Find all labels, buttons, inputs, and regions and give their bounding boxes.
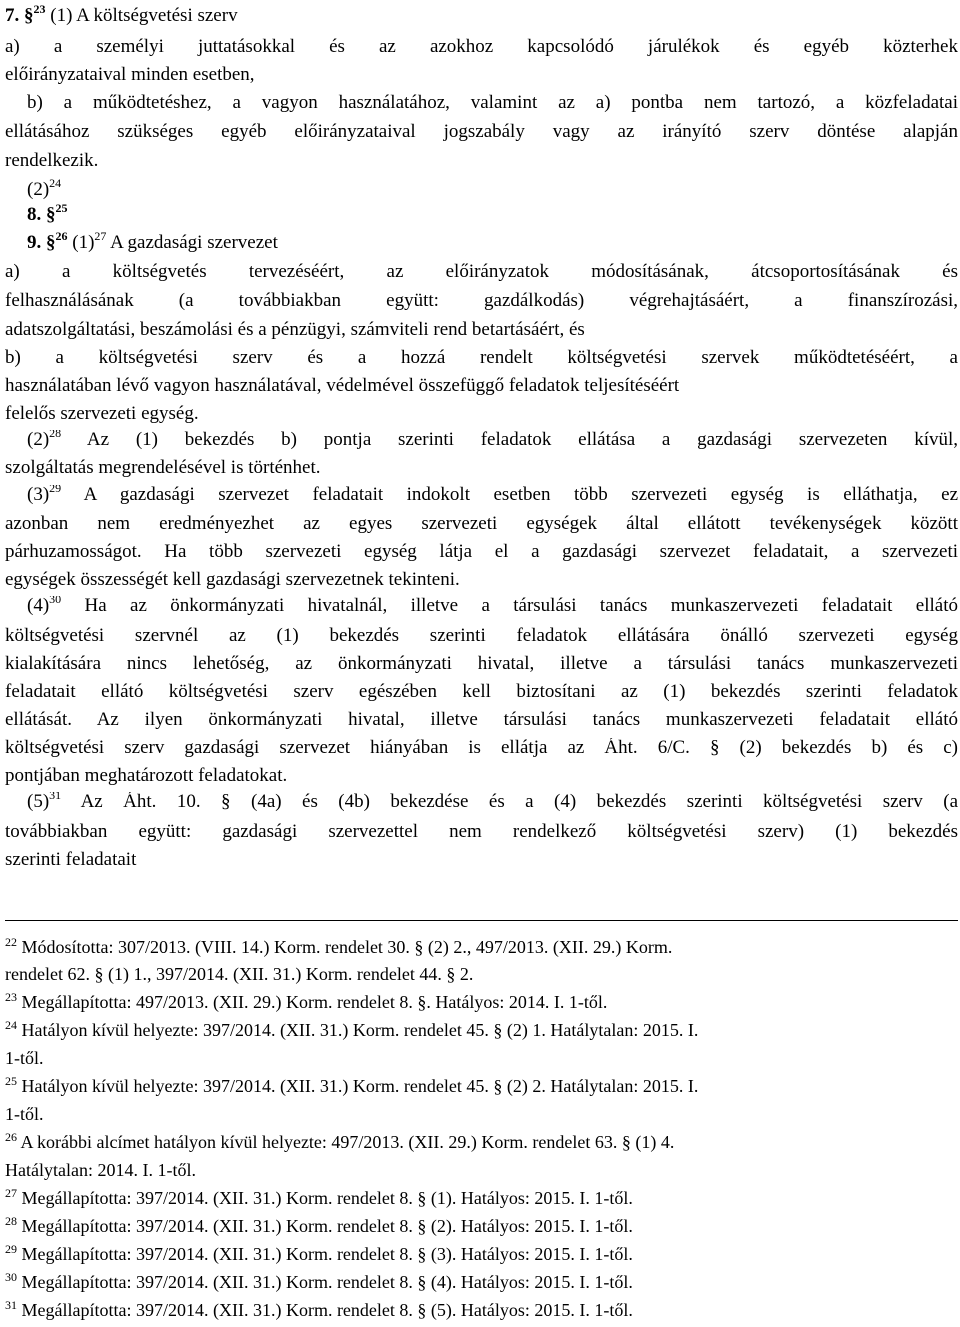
- footnote-number: 23: [5, 990, 17, 1004]
- section-9-line: felelős szervezeti egység.: [5, 403, 199, 424]
- footnote-24-cont: 1-től.: [5, 1048, 44, 1068]
- section-9-heading: [27, 229, 278, 253]
- section-9-line: költségvetési szerv gazdasági szervezet hiányában is ellátja az Áht. 6/C. § (2) bekezdés b) és c): [5, 738, 958, 758]
- footnote-text: Hatályon kívül helyezte: 397/2014. (XII. 31.) Korm. rendelet 45. § (2) 1. Hatálytalan: 2015. I.: [21, 1020, 699, 1040]
- section-9-line: párhuzamosságot. Ha több szervezeti egység látja el a gazdasági szervezet feladatait, a szervezeti: [5, 542, 958, 562]
- para-number: (3): [27, 485, 50, 505]
- footnote-number: 31: [5, 1298, 17, 1312]
- section-sign: §: [46, 204, 56, 225]
- section-9-line: ellátását. Az ilyen önkormányzati hivatal, illetve társulási tanács munkaszervezeti feladatait ellátó: [5, 710, 958, 730]
- section-7-line: ellátásához szükséges egyéb előirányzataival jogszabály vagy az irányító szerv döntése alapján: [5, 122, 958, 142]
- footnote-number: 28: [5, 1214, 17, 1228]
- section-7-line: b) a működtetéshez, a vagyon használatához, valamint az a) pontba nem tartozó, a közfeladatai: [27, 93, 958, 113]
- footnote-text: Megállapította: 397/2014. (XII. 31.) Korm. rendelet 8. § (1). Hatályos: 2015. I. 1-től.: [21, 1188, 633, 1208]
- footnote-text: Hatályon kívül helyezte: 397/2014. (XII. 31.) Korm. rendelet 45. § (2) 2. Hatálytalan: 2015. I.: [21, 1076, 699, 1096]
- section-9-line: feladatait ellátó költségvetési szerv egészében kell biztosítani az (1) bekezdés szerinti feladatok: [5, 682, 958, 702]
- section-8-number: 8.: [27, 204, 42, 225]
- footnote-23: [5, 990, 608, 1012]
- footnote-ref-29[interactable]: 29: [49, 485, 62, 495]
- section-9-para-4: [27, 596, 958, 620]
- footnote-22: [5, 935, 673, 957]
- footnote-25: [5, 1074, 699, 1096]
- section-9-line: egységek összességét kell gazdasági szervezetnek tekinteni.: [5, 569, 460, 590]
- section-7-line: rendelkezik.: [5, 150, 99, 171]
- para-number: (4): [27, 596, 50, 616]
- footnote-29: [5, 1242, 633, 1264]
- footnote-26-cont: Hatálytalan: 2014. I. 1-től.: [5, 1160, 196, 1180]
- footnote-ref-23[interactable]: 23: [33, 2, 46, 16]
- footnote-24: [5, 1018, 699, 1040]
- footnote-text: Megállapította: 397/2014. (XII. 31.) Korm. rendelet 8. § (2). Hatályos: 2015. I. 1-től.: [21, 1216, 633, 1236]
- para-number: (5): [27, 792, 50, 812]
- footnote-number: 26: [5, 1130, 17, 1144]
- footnote-ref-31[interactable]: 31: [49, 792, 62, 802]
- para-number: (2): [27, 179, 50, 200]
- footnote-text: Megállapította: 397/2014. (XII. 31.) Korm. rendelet 8. § (3). Hatályos: 2015. I. 1-től.: [21, 1244, 633, 1264]
- section-7-head-text: (1) A költségvetési szerv: [50, 5, 238, 26]
- footnote-27: [5, 1186, 633, 1208]
- para-text: Az (1) bekezdés b) pontja szerinti feladatok ellátása a gazdasági szervezeten kívül,: [86, 430, 958, 450]
- footnote-text: A korábbi alcímet hatályon kívül helyezte: 497/2013. (XII. 29.) Korm. rendelet 63. § (1) 4.: [20, 1132, 675, 1152]
- section-sign: §: [24, 5, 34, 26]
- section-9-para-3: [27, 485, 958, 509]
- footnote-ref-25[interactable]: 25: [55, 201, 68, 215]
- footnote-number: 29: [5, 1242, 17, 1256]
- footnote-text: Megállapította: 397/2014. (XII. 31.) Korm. rendelet 8. § (4). Hatályos: 2015. I. 1-től.: [21, 1272, 633, 1292]
- section-9-line: azonban nem eredményezhet az egyes szervezeti egységek által ellátott tevékenységek között: [5, 514, 958, 534]
- section-7-number: 7.: [5, 5, 20, 26]
- para-number: (2): [27, 430, 50, 450]
- footnote-ref-26[interactable]: 26: [55, 229, 68, 243]
- section-9-line: kialakítására nincs lehetőség, az önkormányzati hivatal, illetve a társulási tanács munkaszervezeti: [5, 654, 958, 674]
- section-7-line: előirányzataival minden esetben,: [5, 64, 255, 85]
- section-7-heading: [5, 2, 238, 26]
- footnote-ref-24[interactable]: 24: [49, 176, 62, 190]
- section-9-line: a) a költségvetés tervezéséért, az előirányzatok módosításának, átcsoportosításának és: [5, 262, 958, 282]
- footnote-28: [5, 1214, 633, 1236]
- section-9-line: használatában lévő vagyon használatával, védelmével összefüggő feladatok teljesítéséért: [5, 375, 680, 396]
- footnote-ref-28[interactable]: 28: [49, 430, 62, 440]
- footnote-31: [5, 1298, 633, 1320]
- section-9-line: költségvetési szervnél az (1) bekezdés szerinti feladatok ellátására önálló szervezeti egység: [5, 626, 958, 646]
- para-text: A gazdasági szervezet: [110, 232, 278, 253]
- section-9-line: b) a költségvetési szerv és a hozzá rendelt költségvetési szervek működtetéséért, a: [5, 348, 958, 368]
- footnote-30: [5, 1270, 633, 1292]
- section-9-line: pontjában meghatározott feladatokat.: [5, 765, 288, 786]
- section-9-line: továbbiakban együtt: gazdasági szervezettel nem rendelkező költségvetési szerv) (1) bekezdés: [5, 822, 958, 842]
- footnote-text: Megállapította: 497/2013. (XII. 29.) Korm. rendelet 8. §. Hatályos: 2014. I. 1-től.: [21, 992, 608, 1012]
- para-text: Az Áht. 10. § (4a) és (4b) bekezdése és a (4) bekezdés szerinti költségvetési szerv (a: [80, 792, 958, 812]
- footnote-number: 24: [5, 1018, 17, 1032]
- para-number: (1): [72, 232, 95, 253]
- section-9-number: 9.: [27, 232, 42, 253]
- para-text: Ha az önkormányzati hivatalnál, illetve a társulási tanács munkaszervezeti feladatait ellátó: [84, 596, 958, 616]
- footnote-number: 25: [5, 1074, 17, 1088]
- footnote-26: [5, 1130, 675, 1152]
- footnote-number: 22: [5, 935, 17, 949]
- footnote-22-cont: rendelet 62. § (1) 1., 397/2014. (XII. 31.) Korm. rendelet 44. § 2.: [5, 964, 474, 984]
- footnote-text: Módosította: 307/2013. (VIII. 14.) Korm. rendelet 30. § (2) 2., 497/2013. (XII. 29.) Korm.: [21, 937, 673, 957]
- footnote-number: 27: [5, 1186, 17, 1200]
- section-9-line: felhasználásának (a továbbiakban együtt: gazdálkodás) végrehajtásáért, a finanszírozási,: [5, 291, 958, 311]
- section-sign: §: [46, 232, 56, 253]
- section-8-heading: [27, 201, 68, 225]
- footnote-ref-30[interactable]: 30: [49, 596, 62, 606]
- section-9-line: szolgáltatás megrendelésével is történhet.: [5, 457, 321, 478]
- footnote-text: Megállapította: 397/2014. (XII. 31.) Korm. rendelet 8. § (5). Hatályos: 2015. I. 1-től.: [21, 1300, 633, 1320]
- footnote-separator: [5, 920, 958, 921]
- para-text: A gazdasági szervezet feladatait indokolt esetben több szervezeti egység is elláthatja, ez: [83, 485, 958, 505]
- footnote-25-cont: 1-től.: [5, 1104, 44, 1124]
- section-9-para-5: [27, 792, 958, 816]
- section-9-line: szerinti feladatait: [5, 849, 137, 870]
- section-9-line: adatszolgáltatási, beszámolási és a pénzügyi, számviteli rend betartásáért, és: [5, 319, 585, 340]
- footnote-ref-27[interactable]: 27: [94, 229, 107, 243]
- footnote-number: 30: [5, 1270, 17, 1284]
- section-7-line: a) a személyi juttatásokkal és az azokhoz kapcsolódó járulékok és egyéb közterhek: [5, 37, 958, 57]
- section-9-para-2: [27, 430, 958, 454]
- section-7-para-2: [27, 176, 62, 200]
